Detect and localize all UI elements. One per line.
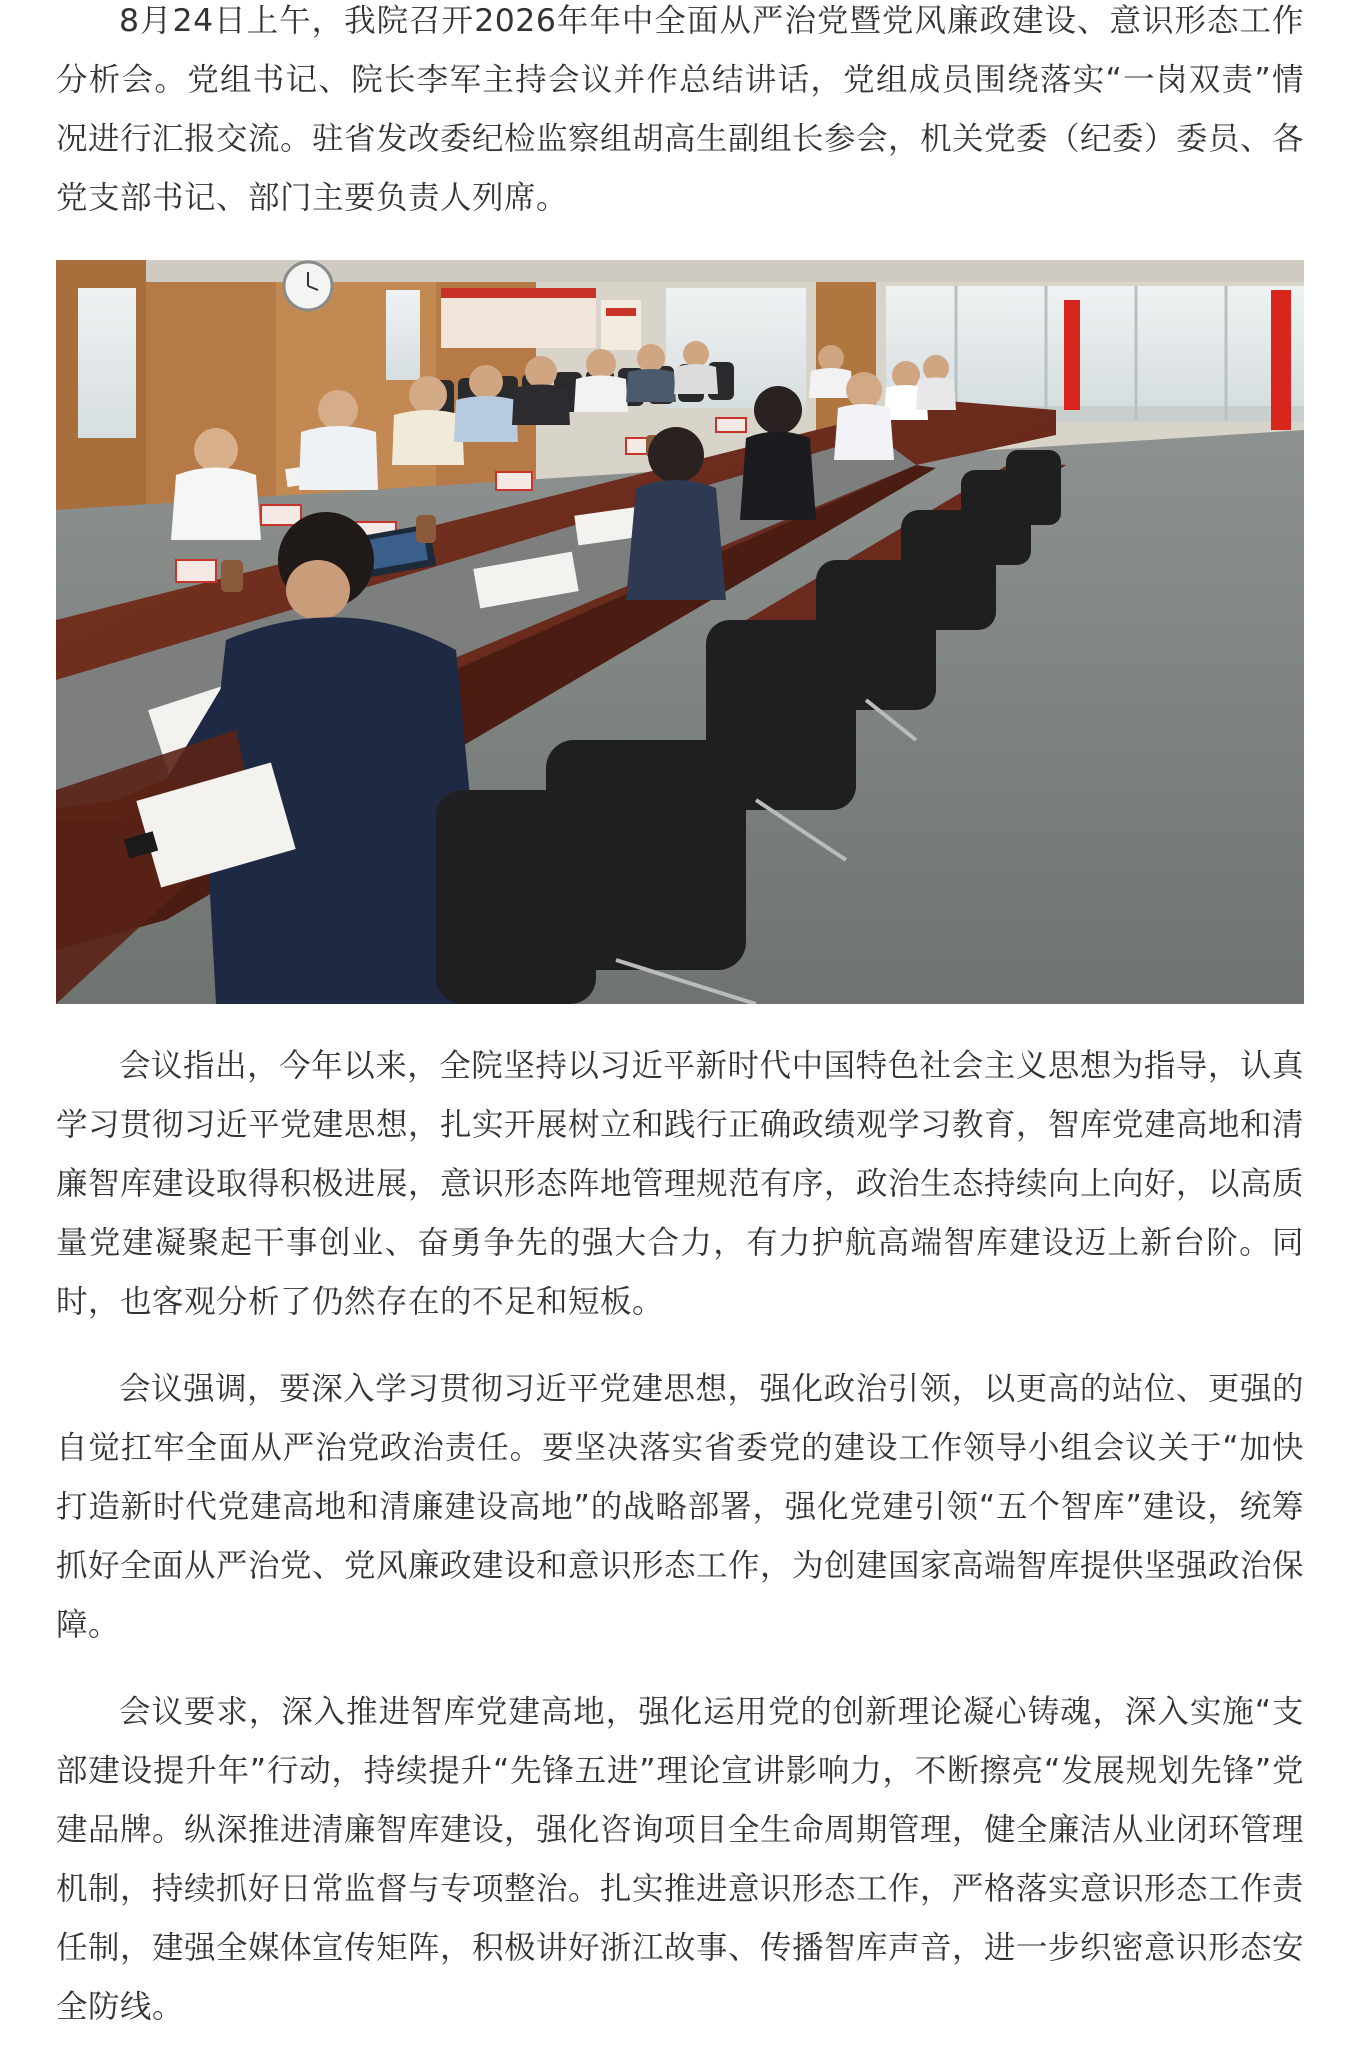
meeting-photo — [56, 260, 1304, 1004]
paragraph-intro: 8月24日上午，我院召开2026年年中全面从严治党暨党风廉政建设、意识形态工作分析会。党组书记、院长李军主持会议并作总结讲话，党组成员围绕落实“一岗双责”情况进行汇报交流。驻省发改委纪检监察组胡高生副组长参会，机关党委（纪委）委员、各党支部书记、部门主要负责人列席。 — [56, 3, 1305, 216]
paragraph-gap — [56, 1332, 1304, 1360]
article-body — [56, 0, 1304, 2037]
paragraph-gap — [56, 1655, 1304, 1683]
paragraph-meeting-requirements: 会议要求，深入推进智库党建高地，强化运用党的创新理论凝心铸魂，深入实施“支部建设提升年”行动，持续提升“先锋五进”理论宣讲影响力，不断擦亮“发展规划先锋”党建品牌。纵深推进清廉智库建设，强化咨询项目全生命周期管理，健全廉洁从业闭环管理机制，持续抓好日常监督与专项整治。扎实推进意识形态工作，严格落实意识形态工作责任制，建强全媒体宣传矩阵，积极讲好浙江故事、传播智库声音，进一步织密意识形态安全防线。 — [56, 1694, 1305, 2025]
paragraph-meeting-points: 会议指出，今年以来，全院坚持以习近平新时代中国特色社会主义思想为指导，认真学习贯彻习近平党建思想，扎实开展树立和践行正确政绩观学习教育，智库党建高地和清廉智库建设取得积极进展，意识形态阵地管理规范有序，政治生态持续向上向好，以高质量党建凝聚起干事创业、奋勇争先的强大合力，有力护航高端智库建设迈上新台阶。同时，也客观分析了仍然存在的不足和短板。 — [56, 1048, 1305, 1320]
paragraph-meeting-emphasis: 会议强调，要深入学习贯彻习近平党建思想，强化政治引领，以更高的站位、更强的自觉扛牢全面从严治党政治责任。要坚决落实省委党的建设工作领导小组会议关于“加快打造新时代党建高地和清廉建设高地”的战略部署，强化党建引领“五个智库”建设，统筹抓好全面从严治党、党风廉政建设和意识形态工作，为创建国家高端智库提供坚强政治保障。 — [56, 1371, 1305, 1643]
